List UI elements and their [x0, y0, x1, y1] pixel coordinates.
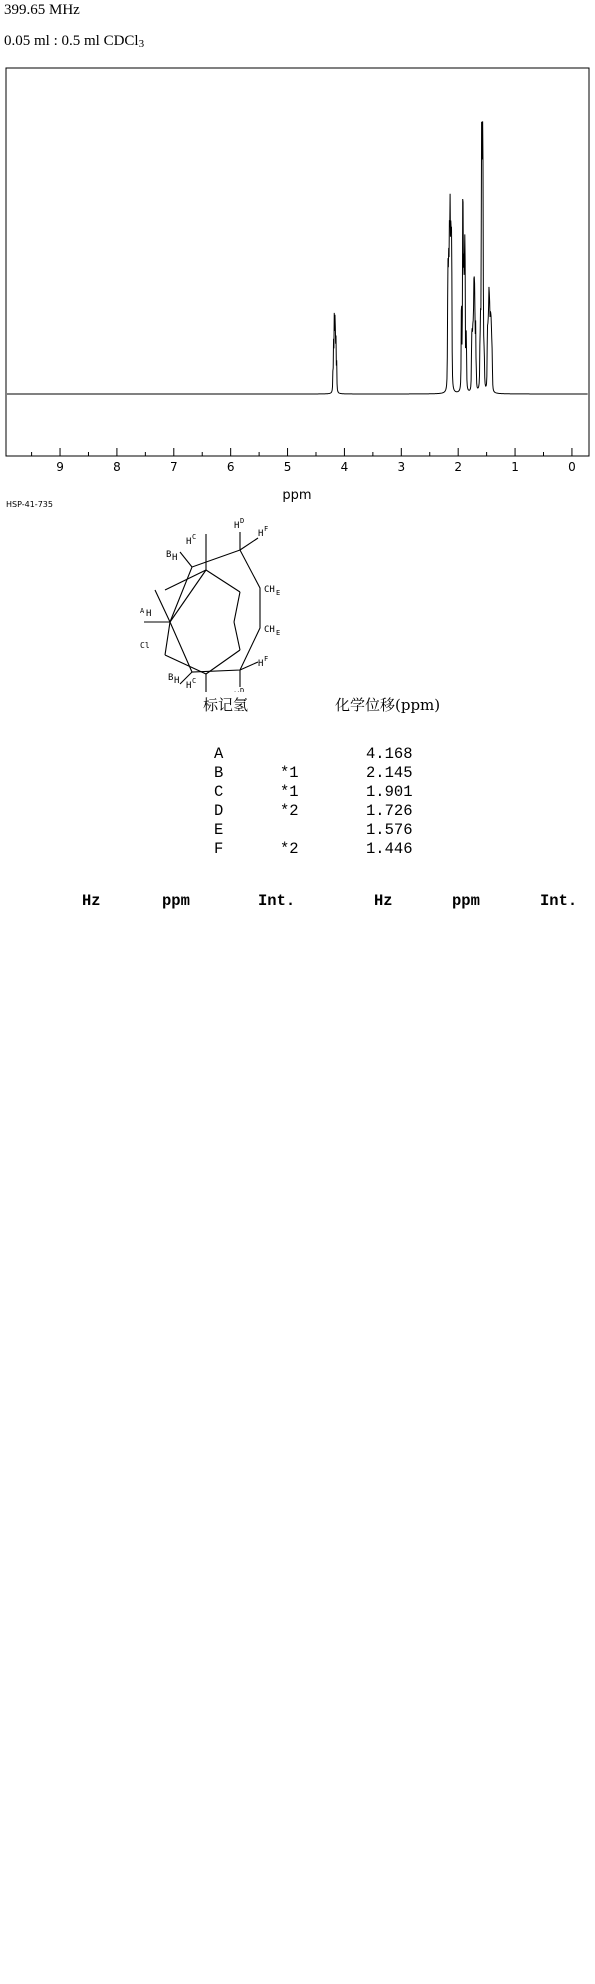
sample-id: HSP-41-735 — [6, 500, 53, 509]
label-h-c-bot: H — [186, 681, 192, 691]
label-h-d-bot-sup: D — [240, 687, 245, 692]
x-tick-label: 7 — [169, 460, 178, 474]
peak-header-hz-left: Hz — [82, 892, 101, 910]
solvent-subscript: 3 — [138, 38, 145, 50]
ring-bonds — [144, 534, 240, 692]
solvent-ratio — [4, 34, 144, 49]
label-h-c-bot-sup: C — [192, 677, 197, 685]
assignment-label: D — [214, 802, 224, 820]
label-h-d-bot — [234, 691, 239, 692]
peak-header-hz-right: Hz — [374, 892, 393, 910]
assignment-note: *2 — [280, 840, 299, 858]
label-h-d-top: H — [234, 521, 240, 531]
assignment-header-shift: 化学位移(ppm) — [335, 696, 441, 714]
label-h-c-top-sup: C — [192, 533, 197, 541]
assignment-ppm: 1.726 — [366, 802, 413, 820]
x-tick-label: 5 — [283, 460, 292, 474]
label-ch2-lower-e: E — [276, 629, 281, 637]
assignment-ppm: 2.145 — [366, 764, 413, 782]
assignment-label: C — [214, 783, 224, 801]
x-tick-label: 2 — [454, 460, 463, 474]
label-h-c-top: H — [186, 537, 192, 547]
assignment-label: B — [214, 764, 224, 782]
label-h-f-top: H — [258, 529, 264, 539]
label-h-d-top-sup: D — [240, 517, 245, 525]
label-h-b-top-h: H — [172, 553, 178, 563]
assignment-label: E — [214, 821, 224, 839]
label-h-f-top-sup: F — [264, 525, 269, 533]
plot-frame — [6, 68, 589, 456]
peak-header-ppm-left: ppm — [162, 892, 190, 910]
x-tick-label: 0 — [568, 460, 576, 474]
x-tick-label: 4 — [340, 460, 349, 474]
assignment-row — [0, 840, 430, 858]
label-h-f-bot: H — [258, 659, 264, 669]
spectrometer-frequency: 399.65 MHz — [4, 2, 80, 18]
label-cl: Cl — [140, 641, 150, 650]
assignment-row — [0, 764, 430, 782]
assignment-ppm: 1.901 — [366, 783, 413, 801]
label-h-a: A — [140, 607, 145, 615]
spectrum-line — [7, 122, 588, 394]
x-tick-label: 6 — [226, 460, 235, 474]
assignment-ppm: 1.446 — [366, 840, 413, 858]
assignment-note: *1 — [280, 783, 299, 801]
label-ch2-upper: CH — [264, 585, 275, 595]
assignment-row — [0, 783, 430, 801]
assignment-note: *1 — [280, 764, 299, 782]
nmr-spectrum-chart — [0, 62, 595, 502]
assignment-note: *2 — [280, 802, 299, 820]
label-ch2-lower: CH — [264, 625, 275, 635]
x-tick-label: 3 — [397, 460, 406, 474]
assignment-ppm: 4.168 — [366, 745, 413, 763]
peak-header-int-left: Int. — [258, 892, 296, 910]
assignment-header-label: 标记氢 — [203, 696, 249, 714]
peak-header-ppm-right: ppm — [452, 892, 480, 910]
assignment-row — [0, 802, 430, 820]
molecule-structure — [140, 512, 330, 692]
assignment-row — [0, 745, 430, 763]
x-tick-label: 8 — [113, 460, 121, 474]
assignment-ppm: 1.576 — [366, 821, 413, 839]
label-h-b-bot-h: H — [174, 676, 180, 686]
label-h-f-bot-sup: F — [264, 655, 269, 663]
solvent-ratio-text: 0.05 ml : 0.5 ml CDCl — [4, 33, 139, 49]
assignment-label: A — [214, 745, 224, 763]
label-h-b-top: B — [166, 550, 172, 560]
atom-labels — [140, 517, 280, 692]
x-tick-label: 1 — [511, 460, 519, 474]
assignment-row — [0, 821, 430, 839]
label-h-b-bot: B — [168, 673, 174, 683]
x-axis-ticks — [32, 448, 576, 474]
peak-header-int-right: Int. — [540, 892, 578, 910]
label-ch2-upper-e: E — [276, 589, 281, 597]
x-axis-label: ppm — [282, 488, 312, 502]
label-h-a-h: H — [146, 609, 152, 619]
assignment-label: F — [214, 840, 224, 858]
x-tick-label: 9 — [56, 460, 64, 474]
